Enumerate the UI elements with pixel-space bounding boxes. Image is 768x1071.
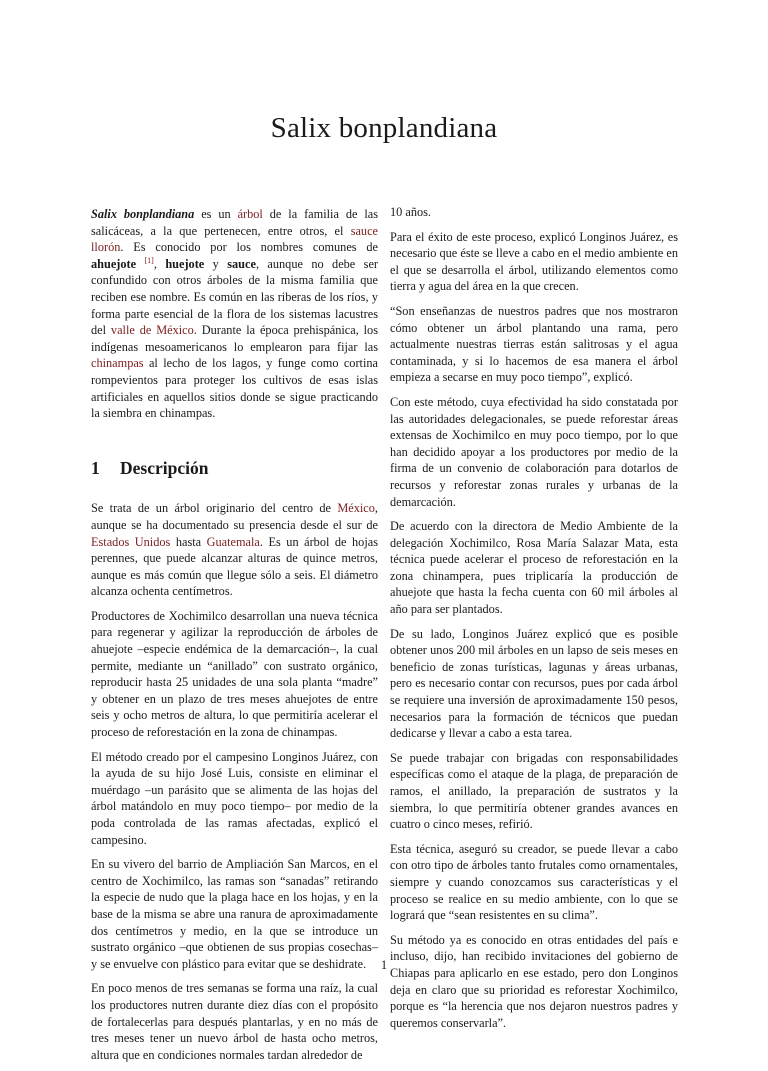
paragraph: 10 años.	[390, 205, 431, 219]
paragraph: Su método ya es conocido en otras entidades del país e incluso, dijo, han recibido invitaciones del gobierno de Chiapas para aplicarlo en ese estado, pero don Longinos deja en claro que su prioridad es reforestar Xochimilco, porque es “la herencia que nos dejaron nuestros padres y queremos conservarla”.	[390, 932, 678, 1030]
paragraph: De su lado, Longinos Juárez explicó que es posible obtener unos 200 mil árboles en un lapso de seis meses en beneficio de zonas turísticas, lagunas y áreas urbanas, pero es necesario contar con recursos, pues por cada árbol se requiere una inversión de aproximadamente 150 pesos, necesarios para la formación de técnicos que puedan dedicarse y llevar a cabo a esta tarea.	[390, 626, 678, 741]
text: , aunque se ha documentado su presencia desde el sur de	[91, 501, 378, 532]
link-estados-unidos[interactable]: Estados Unidos	[91, 534, 171, 549]
paragraph: En poco menos de tres semanas se forma una raíz, la cual los productores nutren durante diez días con el propósito de fortalecerlas para después plantarlas, y en no más de tres meses tener un nuevo árbol de hasta ocho metros, altura que en condiciones normales tardan alrededor de	[91, 981, 378, 1062]
intro-paragraph	[91, 206, 378, 422]
left-column	[91, 206, 378, 1071]
species-name: Salix bonplandiana	[91, 207, 195, 221]
link-valle-de-mexico[interactable]: valle de México	[110, 323, 194, 338]
common-name-ahuejote: ahuejote	[91, 256, 137, 271]
text: de la familia de las salicáceas, a la que pertenecen, entre otros, el	[91, 207, 379, 238]
text: , aunque no debe ser confundido con otros árboles de la misma familia que reciben ese nombre. Es común en las riberas de los ríos, y forma parte esencial de la flora de los sistemas lacustres del	[91, 256, 379, 338]
link-sauce-lloron[interactable]: sauce llorón	[91, 223, 378, 255]
text: y	[204, 256, 228, 271]
paragraph: Para el éxito de este proceso, explicó Longinos Juárez, es necesario que éste se lleve a cabo en el medio ambiente en el que se desarrolla el árbol, utilizando elementos como tierra y agua del área en la que crecen.	[390, 229, 678, 294]
common-name-sauce: sauce	[227, 256, 256, 271]
paragraph: Con este método, cuya efectividad ha sido constatada por las autoridades delegacionales, se puede reforestar áreas extensas de Xochimilco en muy poco tiempo, por lo que han decidido apoyar a los productores por medio de la firma de un convenio de colaboración para dotarlos de recursos y reforestar zonas rurales y urbanas de la demarcación.	[390, 394, 678, 509]
paragraph	[91, 500, 378, 600]
text: . Durante la época prehispánica, los indígenas mesoamericanos lo emplearon para fijar las	[91, 323, 378, 354]
link-guatemala[interactable]: Guatemala	[206, 534, 260, 549]
section-number: 1	[91, 457, 100, 478]
right-column	[390, 204, 678, 1039]
paragraph: “Son enseñanzas de nuestros padres que nos mostraron cómo obtener un árbol plantando una rama, pero actualmente nuestras tierras están salitrosas y el agua contaminada, y si lo hacemos de esa manera el árbol empieza a secarse en muy poco tiempo”, explicó.	[390, 303, 678, 385]
paragraph: De acuerdo con la directora de Medio Ambiente de la delegación Xochimilco, Rosa María Salazar Mata, esta técnica puede acelerar el proceso de reforestación en la zona chinampera, pues triplicaría la producción de ahuejote que hasta la fecha cuenta con 60 mil árboles al año para ser plantados.	[390, 519, 678, 617]
page-number: 1	[380, 958, 388, 972]
paragraph: En su vivero del barrio de Ampliación San Marcos, en el centro de Xochimilco, las ramas son “sanadas” retirando la especie de nudo que la plaga hace en los hojas, y en la base de la misma se abre una ranura de aproximadamente dos centímetros y medio, en la que se introduce un sustrato orgánico –que obtienen de sus propias cosechas– y se envuelve con plástico para evitar que se deshidrate.	[91, 857, 378, 971]
section-title: Descripción	[120, 457, 209, 478]
link-chinampas[interactable]: chinampas	[91, 356, 144, 371]
paragraph: Productores de Xochimilco desarrollan una nueva técnica para regenerar y agilizar la reproducción de árboles de ahuejote –especie endémica de la demarcación–, la cual permite, mediante un “anillado” con sustrato orgánico, reproducir hasta 25 unidades de una sola planta “madre” y obtener en un plazo de tres meses ahuejotes de entre seis y ocho metros de altura, lo que permitiría acelerar el proceso de reforestación en la zona de chinampas.	[91, 608, 378, 740]
text: es un	[194, 207, 238, 221]
text: . Es un árbol de hojas perennes, que puede alcanzar alturas de quince metros, aunque es más común que llegue sólo a seis. El diámetro alcanza ochenta centímetros.	[91, 534, 378, 599]
text: al lecho de los lagos, y funge como cortina rompevientos para proteger los cultivos de esas islas artificiales en aquellos sitios donde se sigue practicando la siembra en chinampas.	[91, 356, 378, 421]
section-heading	[91, 457, 378, 478]
reference-link[interactable]: [1]	[144, 255, 154, 265]
paragraph: Se puede trabajar con brigadas con responsabilidades específicas como el ataque de la plaga, de preparación de ramos, el anillado, la preparación de sustratos y la siembra, lo que permitiría obtener grandes avances en cuatro o cinco meses, refirió.	[390, 750, 678, 832]
text: . Es conocido por los nombres comunes de	[120, 240, 378, 255]
text: hasta	[170, 534, 207, 549]
text: Se trata de un árbol originario del centro de	[91, 501, 338, 516]
paragraph: Esta técnica, aseguró su creador, se puede llevar a cabo con otro tipo de árboles tanto frutales como ornamentales, siempre y cuando conozcamos sus características y el proceso se realice en su medio ambiente, con lo que se logrará que “sean resistentes en su clima”.	[390, 841, 678, 923]
link-arbol[interactable]: árbol	[237, 207, 263, 221]
link-mexico[interactable]: México	[337, 501, 375, 516]
text: ,	[153, 256, 166, 271]
paragraph: El método creado por el campesino Longinos Juárez, con la ayuda de su hijo José Luis, consiste en eliminar el muérdago –un parásito que se alimenta de las hojas del árbol matándolo en muy poco tiempo– por medio de la poda controlada de las ramas afectadas, explicó el campesino.	[91, 749, 378, 847]
page-title: Salix bonplandiana	[270, 112, 498, 144]
common-name-huejote: huejote	[165, 256, 205, 271]
